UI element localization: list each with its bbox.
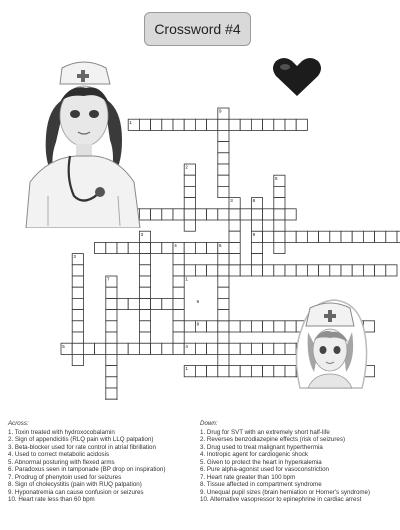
grid-cell[interactable] bbox=[162, 298, 173, 309]
grid-cell[interactable] bbox=[128, 298, 139, 309]
grid-cell[interactable] bbox=[263, 265, 274, 276]
grid-cell[interactable] bbox=[319, 265, 330, 276]
grid-cell[interactable] bbox=[207, 343, 218, 354]
grid-cell[interactable] bbox=[83, 343, 94, 354]
grid-cell[interactable] bbox=[330, 231, 341, 242]
across-clue-7: 7. Prodrug of phenytoin used for seizures bbox=[8, 473, 122, 481]
grid-clue-number: 3 bbox=[140, 231, 144, 237]
grid-clue-number: 8 bbox=[252, 198, 256, 204]
grid-cell[interactable] bbox=[274, 209, 285, 220]
down-clue-6: 6. Pure alpha-agonist used for vasoconstriction bbox=[200, 466, 329, 474]
grid-cell[interactable] bbox=[263, 343, 274, 354]
grid-cell[interactable] bbox=[195, 209, 206, 220]
grid-cell[interactable] bbox=[106, 399, 117, 400]
grid-cell[interactable] bbox=[274, 343, 285, 354]
grid-cell[interactable] bbox=[184, 186, 195, 197]
across-clues bbox=[8, 420, 198, 504]
across-clue-5: 5. Abnormal posturing with flexed arms bbox=[8, 458, 115, 466]
grid-clue-number: 5 bbox=[275, 175, 278, 181]
across-heading: Across: bbox=[8, 420, 29, 427]
grid-cell[interactable] bbox=[251, 242, 262, 253]
grid-cell[interactable] bbox=[162, 343, 173, 354]
grid-cell[interactable] bbox=[251, 343, 262, 354]
grid-cell[interactable] bbox=[207, 242, 218, 253]
grid-cell[interactable] bbox=[173, 287, 184, 298]
grid-cell[interactable] bbox=[173, 209, 184, 220]
grid-cell[interactable] bbox=[207, 366, 218, 377]
down-clue-2: 2. Reverses benzodiazepine effects (risk of seizures) bbox=[200, 436, 346, 444]
grid-cell[interactable] bbox=[218, 298, 229, 309]
across-clue-1: 1. Toxin treated with hydroxocobalamin bbox=[8, 428, 115, 436]
grid-cell[interactable] bbox=[195, 343, 206, 354]
grid-cell[interactable] bbox=[218, 142, 229, 153]
down-clue-1: 1. Drug for SVT with an extremely short half-life bbox=[200, 428, 330, 436]
grid-clue-number: 7 bbox=[107, 276, 110, 282]
grid-cell[interactable] bbox=[173, 119, 184, 130]
grid-cell[interactable] bbox=[251, 220, 262, 231]
grid-cell[interactable] bbox=[240, 366, 251, 377]
grid-cell[interactable] bbox=[207, 209, 218, 220]
grid-cell[interactable] bbox=[218, 254, 229, 265]
grid-cell[interactable] bbox=[106, 388, 117, 399]
across-clue-4: 4. Used to correct metabolic acidosis bbox=[8, 451, 110, 459]
grid-cell[interactable] bbox=[173, 310, 184, 321]
grid-cell[interactable] bbox=[229, 231, 240, 242]
grid-cell[interactable] bbox=[229, 119, 240, 130]
grid-clue-number: 3 bbox=[73, 254, 76, 260]
down-clues bbox=[200, 420, 396, 504]
grid-cell[interactable] bbox=[173, 321, 184, 332]
grid-clue-number: 5 bbox=[62, 343, 65, 349]
nurse-sticker bbox=[288, 292, 370, 392]
across-clue-3: 3. Beta-blocker used for rate control in atrial fibrillation bbox=[8, 443, 156, 451]
grid-cell[interactable] bbox=[352, 231, 363, 242]
grid-cell[interactable] bbox=[229, 366, 240, 377]
heart-icon bbox=[270, 56, 324, 98]
grid-cell[interactable] bbox=[218, 343, 229, 354]
grid-cell[interactable] bbox=[207, 321, 218, 332]
grid-cell[interactable] bbox=[117, 343, 128, 354]
grid-cell[interactable] bbox=[341, 231, 352, 242]
grid-cell[interactable] bbox=[184, 119, 195, 130]
grid-cell[interactable] bbox=[285, 119, 296, 130]
grid-cell[interactable] bbox=[95, 242, 106, 253]
grid-cell[interactable] bbox=[218, 164, 229, 175]
grid-cell[interactable] bbox=[184, 242, 195, 253]
grid-cell[interactable] bbox=[352, 265, 363, 276]
down-clue-8: 8. Tissue affected in compartment syndrome bbox=[200, 481, 322, 489]
puzzle-title: Crossword #4 bbox=[144, 12, 251, 46]
grid-cell[interactable] bbox=[151, 242, 162, 253]
across-clue-10: 10. Heart rate less than 60 bpm bbox=[8, 496, 95, 504]
grid-cell[interactable] bbox=[72, 343, 83, 354]
grid-cell[interactable] bbox=[106, 332, 117, 343]
grid-cell[interactable] bbox=[72, 276, 83, 287]
grid-cell[interactable] bbox=[229, 209, 240, 220]
grid-cell[interactable] bbox=[218, 130, 229, 141]
grid-clue-number: 3 bbox=[230, 198, 233, 204]
grid-cell[interactable] bbox=[184, 209, 195, 220]
grid-cell[interactable] bbox=[218, 276, 229, 287]
grid-clue-number: 9 bbox=[219, 108, 222, 114]
grid-cell[interactable] bbox=[173, 265, 184, 276]
grid-cell[interactable] bbox=[162, 209, 173, 220]
grid-cell[interactable] bbox=[375, 265, 386, 276]
grid-cell[interactable] bbox=[251, 254, 262, 265]
grid-cell[interactable] bbox=[285, 231, 296, 242]
grid-cell[interactable] bbox=[319, 231, 330, 242]
grid-cell[interactable] bbox=[207, 265, 218, 276]
grid-cell[interactable] bbox=[106, 343, 117, 354]
grid-cell[interactable] bbox=[72, 287, 83, 298]
grid-cell[interactable] bbox=[363, 231, 374, 242]
grid-cell[interactable] bbox=[307, 265, 318, 276]
grid-clue-number: 1 bbox=[185, 276, 188, 282]
grid-cell[interactable] bbox=[229, 254, 240, 265]
grid-cell[interactable] bbox=[218, 332, 229, 343]
grid-cell[interactable] bbox=[240, 209, 251, 220]
grid-cell[interactable] bbox=[274, 119, 285, 130]
grid-cell[interactable] bbox=[229, 321, 240, 332]
grid-cell[interactable] bbox=[106, 310, 117, 321]
grid-cell[interactable] bbox=[330, 265, 341, 276]
grid-cell[interactable] bbox=[296, 231, 307, 242]
grid-cell[interactable] bbox=[307, 231, 318, 242]
grid-cell[interactable] bbox=[184, 265, 195, 276]
grid-cell[interactable] bbox=[184, 175, 195, 186]
grid-cell[interactable] bbox=[151, 343, 162, 354]
grid-cell[interactable] bbox=[72, 298, 83, 309]
grid-cell[interactable] bbox=[72, 354, 83, 365]
grid-cell[interactable] bbox=[274, 321, 285, 332]
grid-cell[interactable] bbox=[263, 321, 274, 332]
grid-cell[interactable] bbox=[95, 343, 106, 354]
grid-cell[interactable] bbox=[151, 298, 162, 309]
grid-cell[interactable] bbox=[274, 242, 285, 253]
grid-clue-number: 6 bbox=[219, 243, 222, 248]
grid-cell[interactable] bbox=[285, 265, 296, 276]
grid-cell[interactable] bbox=[229, 242, 240, 253]
grid-cell[interactable] bbox=[296, 119, 307, 130]
grid-cell[interactable] bbox=[251, 119, 262, 130]
grid-clue-number: 1 bbox=[129, 119, 132, 125]
grid-cell[interactable] bbox=[106, 242, 117, 253]
grid-cell[interactable] bbox=[195, 242, 206, 253]
grid-cell[interactable] bbox=[151, 119, 162, 130]
grid-cell[interactable] bbox=[218, 119, 229, 130]
grid-cell[interactable] bbox=[106, 298, 117, 309]
grid-cell[interactable] bbox=[173, 276, 184, 287]
grid-cell[interactable] bbox=[184, 220, 195, 231]
grid-cell[interactable] bbox=[151, 209, 162, 220]
grid-cell[interactable] bbox=[106, 321, 117, 332]
grid-cell[interactable] bbox=[218, 354, 229, 365]
grid-cell[interactable] bbox=[386, 265, 397, 276]
grid-cell[interactable] bbox=[117, 298, 128, 309]
grid-cell[interactable] bbox=[263, 119, 274, 130]
grid-cell[interactable] bbox=[106, 366, 117, 377]
grid-cell[interactable] bbox=[173, 254, 184, 265]
grid-cell[interactable] bbox=[139, 298, 150, 309]
grid-clue-number: 1 bbox=[185, 366, 188, 372]
grid-cell[interactable] bbox=[263, 209, 274, 220]
down-clue-9: 9. Unequal pupil sizes (brain herniation or Horner's syndrome) bbox=[200, 488, 371, 496]
grid-cell[interactable] bbox=[184, 321, 195, 332]
grid-cell[interactable] bbox=[139, 276, 150, 287]
grid-cell[interactable] bbox=[139, 332, 150, 343]
nurse-illustration bbox=[18, 46, 144, 228]
grid-cell[interactable] bbox=[240, 265, 251, 276]
grid-cell[interactable] bbox=[72, 310, 83, 321]
grid-cell[interactable] bbox=[218, 287, 229, 298]
grid-cell[interactable] bbox=[106, 377, 117, 388]
grid-cell[interactable] bbox=[162, 242, 173, 253]
across-clue-8: 8. Sign of cholecystitis (pain with RUQ palpation) bbox=[8, 481, 142, 489]
grid-cell[interactable] bbox=[285, 209, 296, 220]
grid-cell[interactable] bbox=[72, 332, 83, 343]
grid-cell[interactable] bbox=[251, 366, 262, 377]
grid-cell[interactable] bbox=[139, 265, 150, 276]
grid-cell[interactable] bbox=[207, 119, 218, 130]
grid-cell[interactable] bbox=[274, 198, 285, 209]
grid-cell[interactable] bbox=[128, 343, 139, 354]
grid-cell[interactable] bbox=[162, 119, 173, 130]
grid-cell[interactable] bbox=[263, 366, 274, 377]
grid-cell[interactable] bbox=[72, 321, 83, 332]
grid-cell[interactable] bbox=[375, 231, 386, 242]
grid-cell[interactable] bbox=[274, 186, 285, 197]
grid-cell[interactable] bbox=[386, 231, 397, 242]
grid-cell[interactable] bbox=[251, 265, 262, 276]
grid-cell[interactable] bbox=[218, 310, 229, 321]
grid-cell[interactable] bbox=[139, 321, 150, 332]
grid-cell[interactable] bbox=[195, 265, 206, 276]
grid-clue-number: 8 bbox=[196, 321, 200, 327]
across-clue-6: 6. Paradoxus seen in tamponade (BP drop on inspiration) bbox=[8, 466, 166, 474]
grid-cell[interactable] bbox=[251, 321, 262, 332]
across-clue-9: 9. Hyponatremia can cause confusion or seizures bbox=[8, 488, 144, 496]
grid-cell[interactable] bbox=[240, 343, 251, 354]
grid-cell[interactable] bbox=[229, 265, 240, 276]
grid-cell[interactable] bbox=[117, 242, 128, 253]
grid-cell[interactable] bbox=[218, 209, 229, 220]
grid-cell[interactable] bbox=[274, 265, 285, 276]
grid-cell[interactable] bbox=[139, 254, 150, 265]
down-clue-7: 7. Heart rate greater than 100 bpm bbox=[200, 473, 296, 481]
grid-clue-number: 2 bbox=[185, 164, 188, 170]
down-clue-3: 3. Drug used to treat malignant hyperthermia bbox=[200, 443, 323, 451]
grid-cell[interactable] bbox=[218, 186, 229, 197]
grid-cell[interactable] bbox=[218, 265, 229, 276]
grid-cell[interactable] bbox=[363, 265, 374, 276]
grid-cell[interactable] bbox=[139, 310, 150, 321]
grid-cell[interactable] bbox=[274, 366, 285, 377]
grid-cell[interactable] bbox=[229, 343, 240, 354]
grid-cell[interactable] bbox=[106, 287, 117, 298]
grid-cell[interactable] bbox=[218, 153, 229, 164]
grid-cell[interactable] bbox=[184, 198, 195, 209]
grid-clue-number: 4 bbox=[185, 343, 188, 349]
grid-cell[interactable] bbox=[195, 119, 206, 130]
grid-cell[interactable] bbox=[240, 321, 251, 332]
grid-cell[interactable] bbox=[341, 265, 352, 276]
grid-cell[interactable] bbox=[106, 354, 117, 365]
grid-cell[interactable] bbox=[139, 242, 150, 253]
grid-cell[interactable] bbox=[263, 231, 274, 242]
grid-cell[interactable] bbox=[296, 265, 307, 276]
grid-cell[interactable] bbox=[218, 366, 229, 377]
grid-cell[interactable] bbox=[274, 220, 285, 231]
grid-cell[interactable] bbox=[128, 242, 139, 253]
grid-cell[interactable] bbox=[173, 298, 184, 309]
grid-clue-number: 9 bbox=[252, 231, 256, 237]
grid-clue-number: 6 bbox=[196, 299, 200, 304]
grid-cell[interactable] bbox=[195, 366, 206, 377]
grid-cell[interactable] bbox=[173, 343, 184, 354]
grid-cell[interactable] bbox=[139, 343, 150, 354]
grid-cell[interactable] bbox=[218, 321, 229, 332]
grid-cell[interactable] bbox=[173, 332, 184, 343]
grid-cell[interactable] bbox=[251, 209, 262, 220]
grid-cell[interactable] bbox=[240, 119, 251, 130]
grid-cell[interactable] bbox=[139, 287, 150, 298]
down-heading: Down: bbox=[200, 420, 218, 427]
grid-cell[interactable] bbox=[72, 265, 83, 276]
down-clue-10: 10. Alternative vasopressor to epinephrine in cardiac arrest bbox=[200, 496, 362, 504]
grid-cell[interactable] bbox=[218, 175, 229, 186]
across-clue-2: 2. Sign of appendicitis (RLQ pain with LLQ palpation) bbox=[8, 436, 154, 444]
grid-clue-number: 4 bbox=[174, 243, 177, 248]
grid-cell[interactable] bbox=[274, 231, 285, 242]
down-clue-4: 4. Inotropic agent for cardiogenic shock bbox=[200, 451, 309, 459]
grid-cell[interactable] bbox=[229, 220, 240, 231]
down-clue-5: 5. Given to protect the heart in hyperkalemia bbox=[200, 458, 322, 466]
